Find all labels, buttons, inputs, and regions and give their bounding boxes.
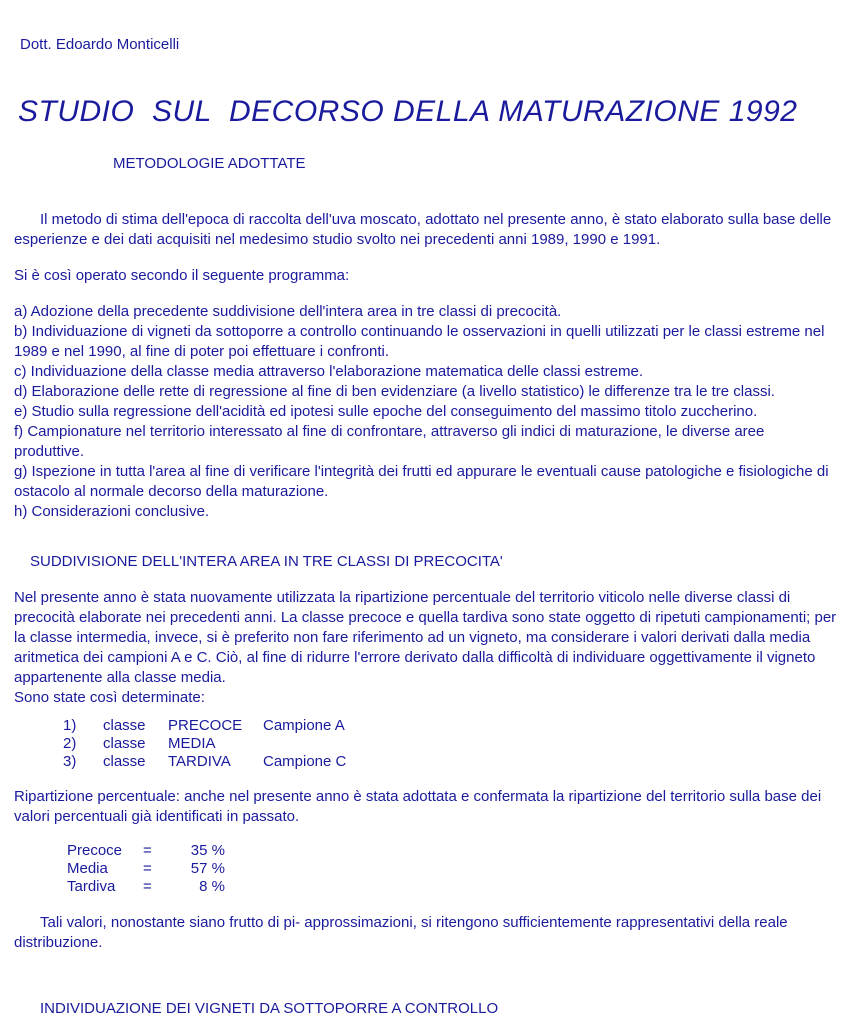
heading-suddivisione: SUDDIVISIONE DELL'INTERA AREA IN TRE CLASSI DI PRECOCITA' [30, 553, 503, 570]
percentage-row-precoce [67, 842, 838, 860]
program-item-a: a) Adozione della precedente suddivisione dell'intera area in tre classi di precocità. [14, 303, 562, 320]
class-label: classe [103, 753, 146, 770]
program-intro-line: Si è così operato secondo il seguente programma: [14, 267, 350, 284]
class-label: classe [103, 717, 146, 734]
class-number: 2) [63, 735, 77, 752]
heading-individuazione: INDIVIDUAZIONE DEI VIGNETI DA SOTTOPORRE A CONTROLLO [40, 1000, 499, 1017]
class-name: TARDIVA [168, 753, 231, 770]
class-row-precoce [63, 717, 838, 735]
class-number: 3) [63, 753, 77, 770]
percentage-row-tardiva [67, 878, 838, 896]
program-item-g: g) Ispezione in tutta l'area al fine di verificare l'integrità dei frutti ed appurare le eventuali cause patologiche e fisiologiche di ostacolo al normale decorso della maturazione. [14, 463, 829, 500]
percentage-value: 35 % [190, 842, 225, 859]
equals-sign: = [143, 842, 152, 859]
tali-valori-paragraph: Tali valori, nonostante siano frutto di pi- approssimazioni, si ritengono sufficientemente rappresentativi della reale distribuzione. [14, 914, 788, 951]
author-line: Dott. Edoardo Monticelli [20, 36, 180, 53]
program-item-f: f) Campionature nel territorio interessato al fine di confrontare, attraverso gli indici di maturazione, le diverse aree produttive. [14, 423, 765, 460]
percentage-value: 57 % [190, 860, 225, 877]
determinate-line: Sono state così determinate: [14, 689, 205, 706]
equals-sign: = [143, 860, 152, 877]
program-item-h: h) Considerazioni conclusive. [14, 503, 210, 520]
class-name: MEDIA [168, 735, 216, 752]
percentage-value: 8 % [199, 878, 225, 895]
suddivisione-paragraph: Nel presente anno è stata nuovamente utilizzata la ripartizione percentuale del territorio viticolo nelle diverse classi di precocità elaborate nei precedenti anni. La classe precoce e quella tardiva sono state oggetto di ripetuti campionamenti; per la classe intermedia, invece, si è preferito non fare riferimento ad un vigneto, ma considerare i valori derivati dalla media aritmetica dei campioni A e C. Ciò, al fine di ridurre l'errore derivato dalla difficoltà di individuare oggettivamente il vigneto appartenente alla classe media. [14, 589, 837, 686]
class-name: PRECOCE [168, 717, 243, 734]
percentage-row-media [67, 860, 838, 878]
program-item-b: b) Individuazione di vigneti da sottoporre a controllo continuando le osservazioni in quelli utilizzati per le classi estreme nel 1989 e nel 1990, al fine di poter poi effettuare i confronti. [14, 323, 825, 360]
program-item-d: d) Elaborazione delle rette di regressione al fine di ben evidenziare (a livello statistico) le differenze tra le tre classi. [14, 383, 775, 400]
program-item-e: e) Studio sulla regressione dell'acidità ed ipotesi sulle epoche del conseguimento del massimo titolo zuccherino. [14, 403, 758, 420]
class-list [63, 717, 838, 771]
percentage-list [67, 842, 838, 896]
intro-paragraph: Il metodo di stima dell'epoca di raccolta dell'uva moscato, adottato nel presente anno, è stato elaborato sulla base delle esperienze e dei dati acquisiti nel medesimo studio svolto nei precedenti anni 1989, 1990 e 1991. [14, 211, 832, 248]
percentage-name: Precoce [67, 842, 123, 859]
ripartizione-paragraph: Ripartizione percentuale: anche nel presente anno è stata adottata e confermata la ripartizione del territorio sulla base dei valori percentuali già identificati in passato. [14, 788, 822, 825]
document-title: STUDIO SUL DECORSO DELLA MATURAZIONE 1992 [18, 95, 798, 128]
class-number: 1) [63, 717, 77, 734]
class-sample: Campione A [263, 717, 345, 734]
program-list [14, 302, 838, 522]
percentage-name: Tardiva [67, 878, 116, 895]
class-row-media [63, 735, 838, 753]
percentage-name: Media [67, 860, 108, 877]
class-row-tardiva [63, 753, 838, 771]
equals-sign: = [143, 878, 152, 895]
class-label: classe [103, 735, 146, 752]
heading-metodologie: METODOLOGIE ADOTTATE [113, 155, 306, 172]
class-sample: Campione C [263, 753, 347, 770]
program-item-c: c) Individuazione della classe media attraverso l'elaborazione matematica delle classi estreme. [14, 363, 644, 380]
